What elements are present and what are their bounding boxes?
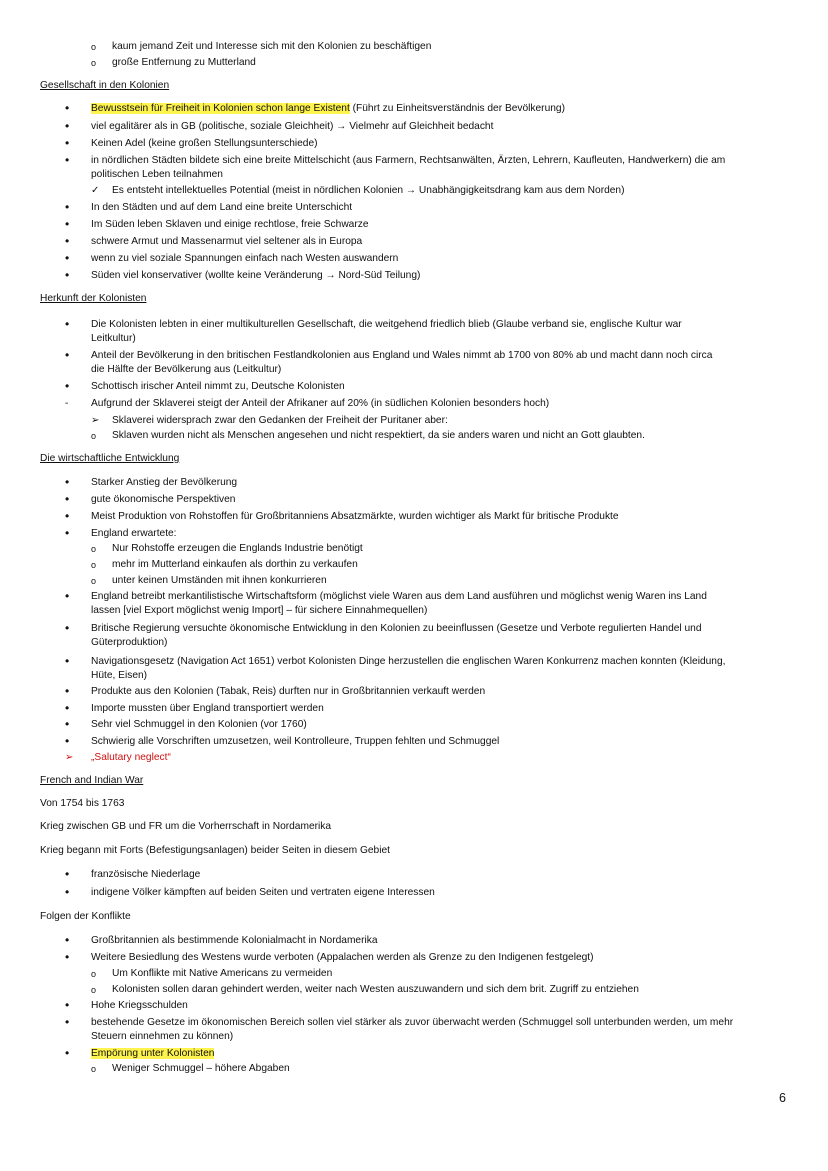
text-line — [112, 558, 358, 572]
page-number: 6 — [779, 1091, 786, 1105]
text-line — [91, 397, 549, 411]
line-text: lassen [viel Export möglichst wenig Import] – für sichere Einnahmequellen) — [91, 605, 428, 616]
list-marker: • — [65, 348, 70, 362]
line-text: Schwierig alle Vorschriften umzusetzen, weil Kontrolleure, Truppen fehlten und Schmuggel — [91, 736, 500, 747]
highlighted-text: Bewusstsein für Freiheit in Kolonien schon lange Existent — [91, 103, 350, 114]
line-text: Gesellschaft in den Kolonien — [40, 80, 170, 91]
line-text: In den Städten und auf dem Land eine breite Unterschicht — [91, 202, 353, 213]
line-text: Die wirtschaftliche Entwicklung — [40, 453, 180, 464]
list-marker: • — [65, 867, 70, 881]
line-text: Nur Rohstoffe erzeugen die Englands Industrie benötigt — [112, 543, 363, 554]
text-line — [112, 429, 645, 443]
text-line — [91, 999, 188, 1013]
list-marker: • — [65, 734, 70, 748]
list-marker: ➢ — [65, 752, 74, 763]
line-text: Kolonisten sollen daran gehindert werden, weiter nach Westen auszuwandern und sich dem brit. Zugriff zu entziehen — [112, 984, 639, 995]
text-line — [91, 702, 324, 716]
line-text: Produkte aus den Kolonien (Tabak, Reis) durften nur in Großbritannien verkauft werden — [91, 686, 486, 697]
list-marker: • — [65, 589, 70, 603]
text-line — [91, 655, 725, 669]
text-line — [91, 510, 619, 524]
text-line — [91, 218, 369, 232]
line-text: bestehende Gesetze im ökonomischen Bereich sollen viel stärker als zuvor überwacht werden (Schmuggel soll unterbunden werden, um mehr — [91, 1017, 734, 1028]
line-text: Krieg begann mit Forts (Befestigungsanlagen) beider Seiten in diesem Gebiet — [40, 845, 390, 856]
text-line — [40, 820, 331, 834]
line-text: Im Süden leben Sklaven und einige rechtlose, freie Schwarze — [91, 219, 369, 230]
list-marker: - — [65, 398, 69, 409]
text-line — [91, 685, 485, 699]
text-line — [91, 604, 427, 618]
line-text: French and Indian War — [40, 775, 144, 786]
list-marker: o — [91, 560, 97, 570]
line-text: Die Kolonisten lebten in einer multikulturellen Gesellschaft, die weitgehend friedlich blieb (Glaube verband sie, englische Kultur war — [91, 319, 682, 330]
line-text: Sklaverei widersprach zwar den Gedanken der Freiheit der Puritaner aber: — [112, 415, 448, 426]
line-text: gute ökonomische Perspektiven — [91, 494, 236, 505]
list-marker: • — [65, 684, 70, 698]
text-line — [91, 1016, 733, 1030]
line-text: Importe mussten über England transportiert werden — [91, 703, 324, 714]
list-marker: o — [91, 58, 97, 68]
text-line — [91, 636, 167, 650]
section-heading — [40, 774, 143, 788]
list-marker: • — [65, 717, 70, 731]
list-marker: • — [65, 950, 70, 964]
list-marker: o — [91, 576, 97, 586]
text-line — [91, 735, 499, 749]
line-text: (Führt zu Einheitsverständnis der Bevölkerung) — [349, 103, 565, 114]
text-line — [112, 967, 332, 981]
section-heading — [40, 292, 146, 306]
line-text: Es entsteht intellektuelles Potential (meist in nördlichen Kolonien → Unabhängigkeitsdrang kam aus dem Norden) — [112, 185, 625, 196]
list-marker: • — [65, 1046, 70, 1060]
text-line — [112, 40, 431, 54]
text-line — [91, 235, 362, 249]
line-text: mehr im Mutterland einkaufen als dorthin zu verkaufen — [112, 559, 358, 570]
list-marker: • — [65, 119, 70, 133]
line-text: Um Konflikte mit Native Americans zu vermeiden — [112, 968, 333, 979]
text-line — [112, 184, 625, 198]
line-text: die Hälfte der Bevölkerung aus (Leitkultur) — [91, 364, 282, 375]
list-marker: o — [91, 544, 97, 554]
text-line — [112, 983, 639, 997]
text-line — [91, 168, 223, 182]
text-line — [112, 56, 256, 70]
line-text: Hohe Kriegsschulden — [91, 1000, 188, 1011]
text-line — [40, 910, 131, 924]
list-marker: • — [65, 526, 70, 540]
text-line — [91, 380, 345, 394]
line-text: Schottisch irischer Anteil nimmt zu, Deutsche Kolonisten — [91, 381, 345, 392]
section-heading — [40, 452, 179, 466]
text-line — [91, 1030, 233, 1044]
list-marker: • — [65, 701, 70, 715]
list-marker: • — [65, 200, 70, 214]
line-text: Süden viel konservativer (wollte keine Veränderung → Nord-Süd Teilung) — [91, 270, 421, 281]
text-line — [112, 542, 363, 556]
line-text: Britische Regierung versuchte ökonomische Entwicklung in den Kolonien zu beeinflussen (Gesetze und Verbote regulierten Handel und — [91, 623, 702, 634]
text-line — [91, 318, 682, 332]
text-line — [91, 201, 352, 215]
text-line — [91, 751, 171, 765]
line-text: Güterproduktion) — [91, 637, 168, 648]
list-marker: • — [65, 379, 70, 393]
list-marker: • — [65, 101, 70, 115]
text-line — [91, 120, 493, 134]
text-line — [91, 622, 702, 636]
line-text: England erwartete: — [91, 528, 177, 539]
list-marker: ➢ — [91, 415, 100, 426]
line-text: französische Niederlage — [91, 869, 201, 880]
text-line — [91, 934, 378, 948]
list-marker: • — [65, 153, 70, 167]
text-line — [91, 102, 565, 116]
text-line — [40, 844, 390, 858]
list-marker: • — [65, 217, 70, 231]
list-marker: • — [65, 251, 70, 265]
list-marker: • — [65, 492, 70, 506]
text-line — [91, 951, 594, 965]
line-text: Weniger Schmuggel – höhere Abgaben — [112, 1063, 290, 1074]
line-text: politischen Leben teilnahmen — [91, 169, 223, 180]
text-line — [91, 137, 318, 151]
line-text: Starker Anstieg der Bevölkerung — [91, 477, 238, 488]
line-text: Hüte, Eisen) — [91, 670, 148, 681]
line-text: Anteil der Bevölkerung in den britischen Festlandkolonien aus England und Wales nimmt ab 1700 von 80% ab und macht dann noch circa — [91, 350, 713, 361]
text-line — [40, 797, 124, 811]
list-marker: • — [65, 998, 70, 1012]
text-line — [91, 363, 281, 377]
list-marker: • — [65, 317, 70, 331]
line-text: Folgen der Konflikte — [40, 911, 131, 922]
line-text: Herkunft der Kolonisten — [40, 293, 147, 304]
list-marker: • — [65, 1015, 70, 1029]
line-text: Aufgrund der Sklaverei steigt der Anteil der Afrikaner auf 20% (in südlichen Kolonien besonders hoch) — [91, 398, 550, 409]
list-marker: o — [91, 969, 97, 979]
line-text: Weitere Besiedlung des Westens wurde verboten (Appalachen werden als Grenze zu den Indigenen festgelegt) — [91, 952, 594, 963]
text-line — [91, 252, 398, 266]
text-line — [91, 476, 237, 490]
list-marker: o — [91, 42, 97, 52]
line-text: Leitkultur) — [91, 333, 136, 344]
list-marker: • — [65, 234, 70, 248]
line-text: schwere Armut und Massenarmut viel seltener als in Europa — [91, 236, 363, 247]
line-text: Krieg zwischen GB und FR um die Vorherrschaft in Nordamerika — [40, 821, 332, 832]
line-text: unter keinen Umständen mit ihnen konkurrieren — [112, 575, 327, 586]
line-text: Steuern einnehmen zu können) — [91, 1031, 234, 1042]
highlighted-text: Empörung unter Kolonisten — [91, 1048, 215, 1059]
text-line — [91, 332, 136, 346]
text-line — [112, 1062, 290, 1076]
list-marker: o — [91, 985, 97, 995]
text-line — [91, 493, 235, 507]
line-text: indigene Völker kämpften auf beiden Seiten und vertraten eigene Interessen — [91, 887, 435, 898]
line-text: in nördlichen Städten bildete sich eine breite Mittelschicht (aus Farmern, Rechtsanwälten, Ärzten, Lehrern, Kaufleuten, Handwerkern) die am — [91, 155, 726, 166]
list-marker: • — [65, 885, 70, 899]
line-text: große Entfernung zu Mutterland — [112, 57, 256, 68]
line-text: Von 1754 bis 1763 — [40, 798, 125, 809]
text-line — [112, 574, 327, 588]
line-text: Sklaven wurden nicht als Menschen angesehen und nicht respektiert, da sie anders waren und nicht an Gott glaubten. — [112, 430, 645, 441]
text-line — [91, 718, 307, 732]
list-marker: • — [65, 509, 70, 523]
text-line — [91, 269, 420, 283]
text-line — [91, 1047, 214, 1061]
text-line — [91, 868, 200, 882]
line-text: Meist Produktion von Rohstoffen für Großbritanniens Absatzmärkte, wurden wichtiger als Markt für britische Produkte — [91, 511, 619, 522]
list-marker: • — [65, 475, 70, 489]
list-marker: o — [91, 1064, 97, 1074]
line-text: Großbritannien als bestimmende Kolonialmacht in Nordamerika — [91, 935, 378, 946]
text-line — [91, 527, 177, 541]
list-marker: o — [91, 431, 97, 441]
line-text: wenn zu viel soziale Spannungen einfach nach Westen auswandern — [91, 253, 399, 264]
text-line — [91, 154, 725, 168]
line-text: „Salutary neglect“ — [91, 752, 171, 763]
section-heading — [40, 79, 169, 93]
list-marker: • — [65, 136, 70, 150]
line-text: Sehr viel Schmuggel in den Kolonien (vor 1760) — [91, 719, 307, 730]
line-text: England betreibt merkantilistische Wirtschaftsform (möglichst viele Waren aus dem Land ausführen und möglichst wenig Waren ins Land — [91, 591, 707, 602]
text-line — [91, 590, 707, 604]
text-line — [91, 669, 147, 683]
text-line — [91, 349, 712, 363]
list-marker: • — [65, 933, 70, 947]
line-text: Keinen Adel (keine großen Stellungsunterschiede) — [91, 138, 318, 149]
line-text: viel egalitärer als in GB (politische, soziale Gleichheit) → Vielmehr auf Gleichheit bedacht — [91, 121, 494, 132]
list-marker: ✓ — [91, 185, 100, 196]
list-marker: • — [65, 621, 70, 635]
line-text: Navigationsgesetz (Navigation Act 1651) verbot Kolonisten Dinge herzustellen die englischen Waren Konkurrenz machen konnten (Kleidung, — [91, 656, 726, 667]
text-line — [112, 414, 448, 428]
list-marker: • — [65, 654, 70, 668]
text-line — [91, 886, 435, 900]
line-text: kaum jemand Zeit und Interesse sich mit den Kolonien zu beschäftigen — [112, 41, 432, 52]
list-marker: • — [65, 268, 70, 282]
